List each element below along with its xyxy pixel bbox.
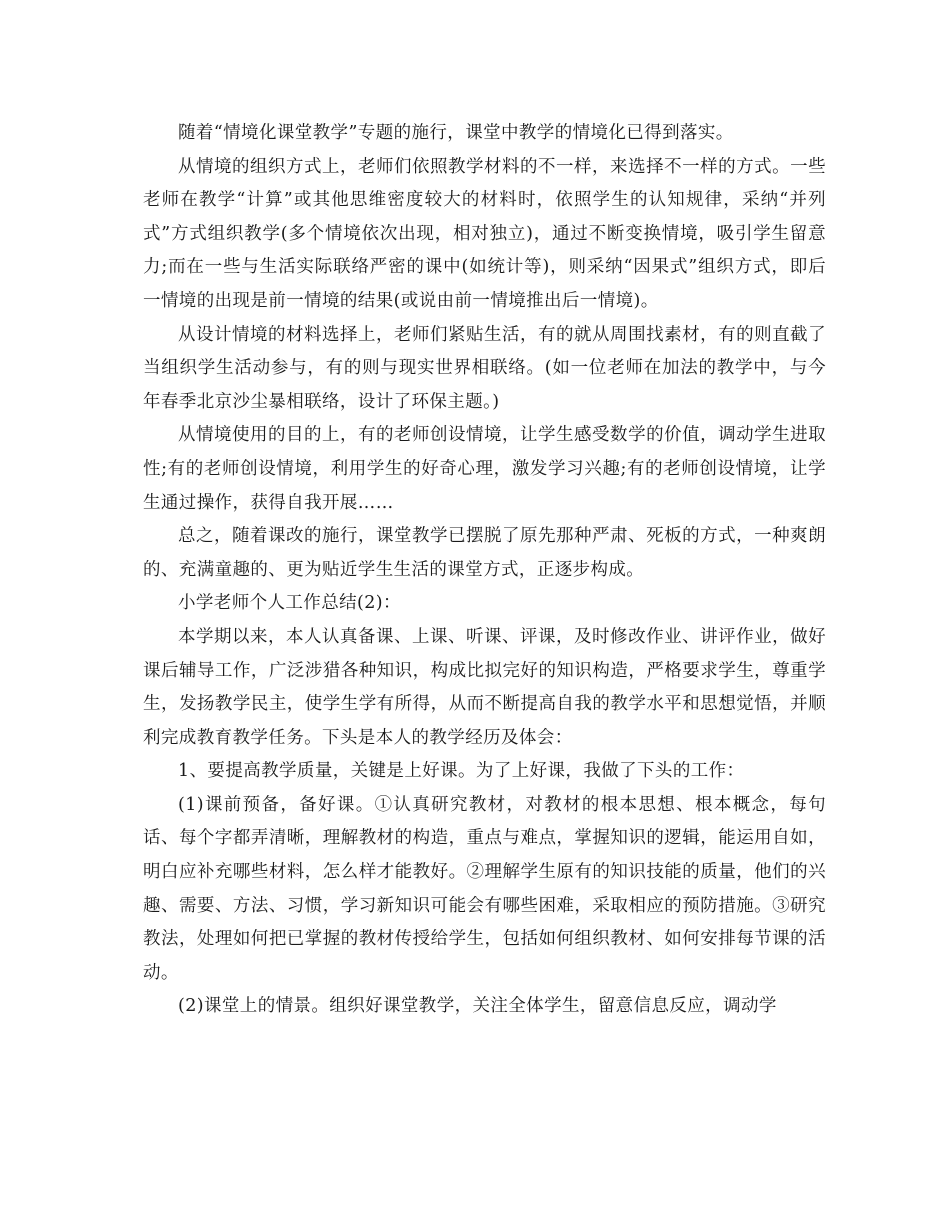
paragraph-point-1-2: (2)课堂上的情景。组织好课堂教学，关注全体学生，留意信息反应，调动学 (178, 996, 777, 1017)
section-heading-summary-2: 小学老师个人工作总结(2)： (178, 593, 401, 614)
document-body (143, 117, 826, 1024)
paragraph-material-selection: 从设计情境的材料选择上，老师们紧贴生活，有的就从周围找素材，有的则直截了当组织学生活动参与，有的则与现实世界相联络。(如一位老师在加法的教学中，与今年春季北京沙尘暴相联络，设计了环保主题。) (143, 324, 826, 412)
paragraph-intro: 随着“情境化课堂教学”专题的施行，课堂中教学的情境化已得到落实。 (178, 123, 734, 143)
paragraph-point-1: 1、要提高教学质量，关键是上好课。为了上好课，我做了下头的工作： (178, 761, 745, 782)
paragraph-point-1-1: (1)课前预备，备好课。①认真研究教材，对教材的根本思想、根本概念，每句话、每个字都弄清晰，理解教材的构造，重点与难点，掌握知识的逻辑，能运用自如，明白应补充哪些材料，怎么样才能教好。②理解学生原有的知识技能的质量，他们的兴趣、需要、方法、习惯，学习新知识可能会有哪些困难，采取相应的预防措施。③研究教法，处理如何把已掌握的教材传授给学生，包括如何组织教材、如何安排每节课的活动。 (143, 794, 826, 983)
paragraph-organization-method: 从情境的组织方式上，老师们依照教学材料的不一样，来选择不一样的方式。一些老师在教学“计算”或其他思维密度较大的材料时，依照学生的认知规律，采纳“并列式”方式组织教学(多个情境依次出现，相对独立)，通过不断变换情境，吸引学生留意力;而在一些与生活实际联络严密的课中(如统计等)，则采纳“因果式”组织方式，即后一情境的出现是前一情境的结果(或说由前一情境推出后一情境)。 (143, 156, 826, 311)
paragraph-usage-purpose: 从情境使用的目的上，有的老师创设情境，让学生感受数学的价值，调动学生进取性;有的老师创设情境，利用学生的好奇心理，激发学习兴趣;有的老师创设情境，让学生通过操作，获得自我开展…… (143, 425, 826, 513)
paragraph-semester-overview: 本学期以来，本人认真备课、上课、听课、评课，及时修改作业、讲评作业，做好课后辅导工作，广泛涉猎各种知识，构成比拟完好的知识构造，严格要求学生，尊重学生，发扬教学民主，使学生学有所得，从而不断提高自我的教学水平和思想觉悟，并顺利完成教育教学任务。下头是本人的教学经历及体会： (143, 626, 826, 748)
paragraph-summary: 总之，随着课改的施行，课堂教学已摆脱了原先那种严肃、死板的方式，一种爽朗的、充满童趣的、更为贴近学生生活的课堂方式，正逐步构成。 (143, 526, 826, 580)
